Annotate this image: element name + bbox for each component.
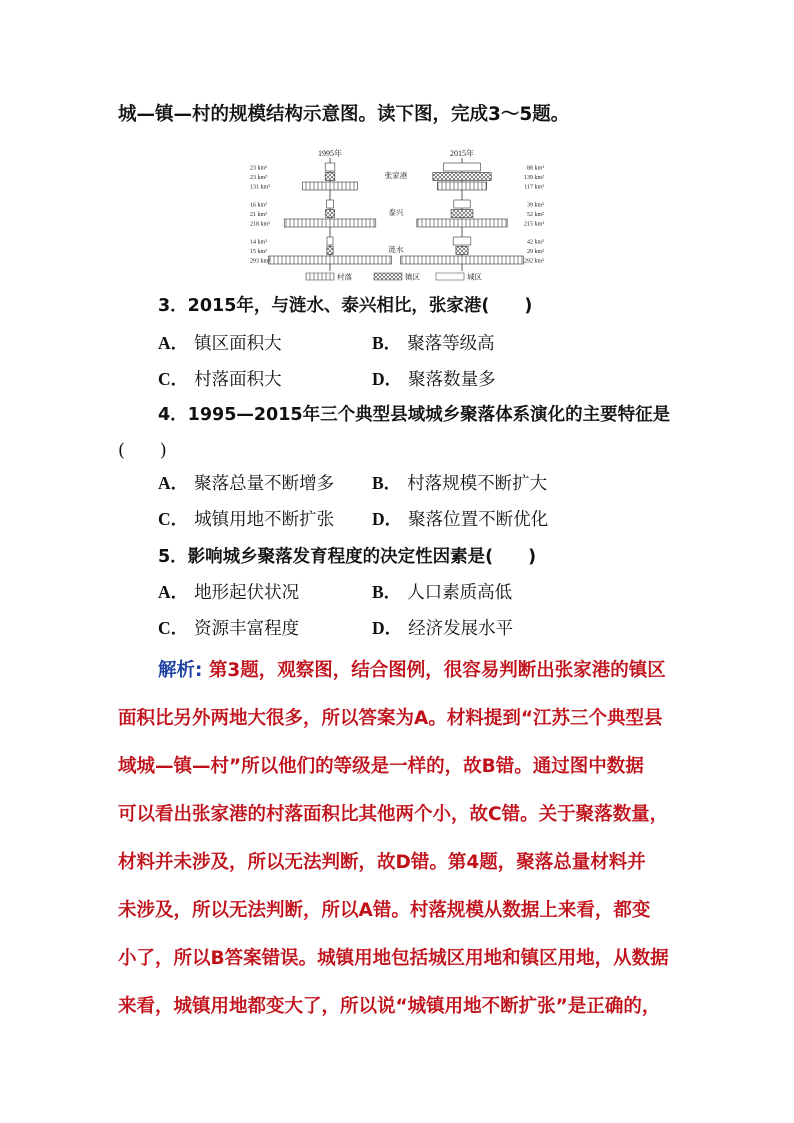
q4-option-d[interactable]: D． 聚落位置不断优化 bbox=[372, 509, 549, 530]
bar-left-2-2 bbox=[268, 256, 391, 264]
value-label-left-2-2: 293 km² bbox=[250, 258, 270, 265]
bar-right-1-2 bbox=[417, 219, 507, 227]
analysis-line-1: 解析: 第3题，观察图，结合图例，很容易判断出张家港的镇区 bbox=[158, 660, 666, 681]
analysis-line-6: 未涉及，所以无法判断，所以A错。村落规模从数据上来看，都变 bbox=[118, 900, 651, 921]
bar-right-0-1 bbox=[433, 173, 491, 181]
place-label-1: 泰兴 bbox=[388, 208, 404, 217]
value-label-right-1-1: 52 km² bbox=[527, 212, 544, 218]
analysis-label: 解析: bbox=[158, 660, 203, 681]
bar-left-1-1 bbox=[326, 210, 335, 218]
analysis-line-4: 可以看出张家港的村落面积比其他两个小，故C错。关于聚落数量， bbox=[118, 804, 669, 825]
figure-legend bbox=[306, 272, 482, 282]
bar-left-2-0 bbox=[327, 237, 333, 245]
q5-option-b[interactable]: B． 人口素质高低 bbox=[372, 582, 513, 603]
analysis-line-7: 小了，所以B答案错误。城镇用地包括城区用地和镇区用地，从数据 bbox=[118, 948, 669, 969]
q5-option-c[interactable]: C． 资源丰富程度 bbox=[158, 618, 300, 639]
value-label-right-1-0: 39 km² bbox=[527, 202, 544, 209]
legend-town: 镇区 bbox=[405, 272, 420, 282]
value-label-left-1-1: 21 km² bbox=[250, 212, 267, 218]
place-label-0: 张家港 bbox=[384, 171, 408, 180]
value-label-left-1-0: 16 km² bbox=[250, 202, 267, 209]
bar-left-1-0 bbox=[327, 200, 334, 208]
value-label-right-1-2: 215 km² bbox=[524, 221, 544, 228]
q3-option-c[interactable]: C． 村落面积大 bbox=[158, 369, 282, 390]
value-label-right-0-2: 117 km² bbox=[524, 184, 544, 191]
place-label-2: 涟水 bbox=[388, 245, 404, 254]
q4-stem-paren: ( ) bbox=[118, 441, 167, 461]
bar-right-0-0 bbox=[444, 163, 481, 171]
q5-option-d[interactable]: D． 经济发展水平 bbox=[372, 618, 514, 639]
analysis-line-3: 域城—镇—村”所以他们的等级是一样的，故B错。通过图中数据 bbox=[118, 756, 644, 777]
value-label-right-0-0: 88 km² bbox=[527, 165, 544, 172]
value-label-left-0-1: 23 km² bbox=[250, 175, 267, 181]
bar-left-1-2 bbox=[284, 219, 376, 227]
bar-right-2-0 bbox=[453, 237, 471, 245]
value-label-right-2-0: 42 km² bbox=[527, 239, 544, 246]
q5-option-a[interactable]: A． 地形起伏状况 bbox=[158, 582, 300, 603]
value-label-right-2-2: 292 km² bbox=[524, 258, 544, 265]
value-label-left-2-0: 14 km² bbox=[250, 239, 267, 246]
intro-text: 城—镇—村的规模结构示意图。读下图，完成3～5题。 bbox=[118, 104, 570, 125]
analysis-line-8: 来看，城镇用地都变大了，所以说“城镇用地不断扩张”是正确的， bbox=[118, 996, 661, 1017]
year-left-label: 1995年 bbox=[318, 149, 342, 158]
q4-option-c[interactable]: C． 城镇用地不断扩张 bbox=[158, 509, 335, 530]
bar-right-0-2 bbox=[437, 182, 486, 190]
q5-stem: 5．影响城乡聚落发育程度的决定性因素是( ) bbox=[158, 547, 537, 567]
value-label-left-2-1: 15 km² bbox=[250, 249, 267, 255]
q4-stem: 4．1995—2015年三个典型县域城乡聚落体系演化的主要特征是 bbox=[158, 405, 671, 425]
value-label-right-0-1: 139 km² bbox=[524, 175, 544, 181]
value-label-left-0-2: 131 km² bbox=[250, 184, 270, 191]
q4-option-a[interactable]: A． 聚落总量不断增多 bbox=[158, 473, 335, 494]
q3-stem: 3．2015年，与涟水、泰兴相比，张家港( ) bbox=[158, 296, 533, 316]
value-label-left-1-2: 218 km² bbox=[250, 221, 270, 228]
settlement-structure-figure bbox=[240, 145, 552, 285]
bar-right-1-0 bbox=[454, 200, 470, 208]
q3-option-d[interactable]: D． 聚落数量多 bbox=[372, 369, 496, 390]
value-label-left-0-0: 23 km² bbox=[250, 165, 267, 172]
q3-option-a[interactable]: A． 镇区面积大 bbox=[158, 333, 282, 354]
bar-right-2-1 bbox=[456, 247, 468, 255]
q4-option-b[interactable]: B． 村落规模不断扩大 bbox=[372, 473, 548, 494]
bar-left-2-1 bbox=[327, 247, 333, 255]
legend-village: 村落 bbox=[337, 272, 352, 282]
bar-left-0-2 bbox=[302, 182, 357, 190]
legend-city: 城区 bbox=[467, 272, 482, 282]
bar-left-0-0 bbox=[325, 163, 335, 171]
analysis-line-5: 材料并未涉及，所以无法判断，故D错。第4题，聚落总量材料并 bbox=[118, 852, 646, 873]
bar-right-1-1 bbox=[451, 210, 473, 218]
bar-left-0-1 bbox=[325, 173, 335, 181]
q3-option-b[interactable]: B． 聚落等级高 bbox=[372, 333, 495, 354]
year-right-label: 2015年 bbox=[450, 149, 474, 158]
analysis-line-2: 面积比另外两地大很多，所以答案为A。材料提到“江苏三个典型县 bbox=[118, 708, 663, 729]
value-label-right-2-1: 29 km² bbox=[527, 249, 544, 255]
bar-right-2-2 bbox=[401, 256, 524, 264]
